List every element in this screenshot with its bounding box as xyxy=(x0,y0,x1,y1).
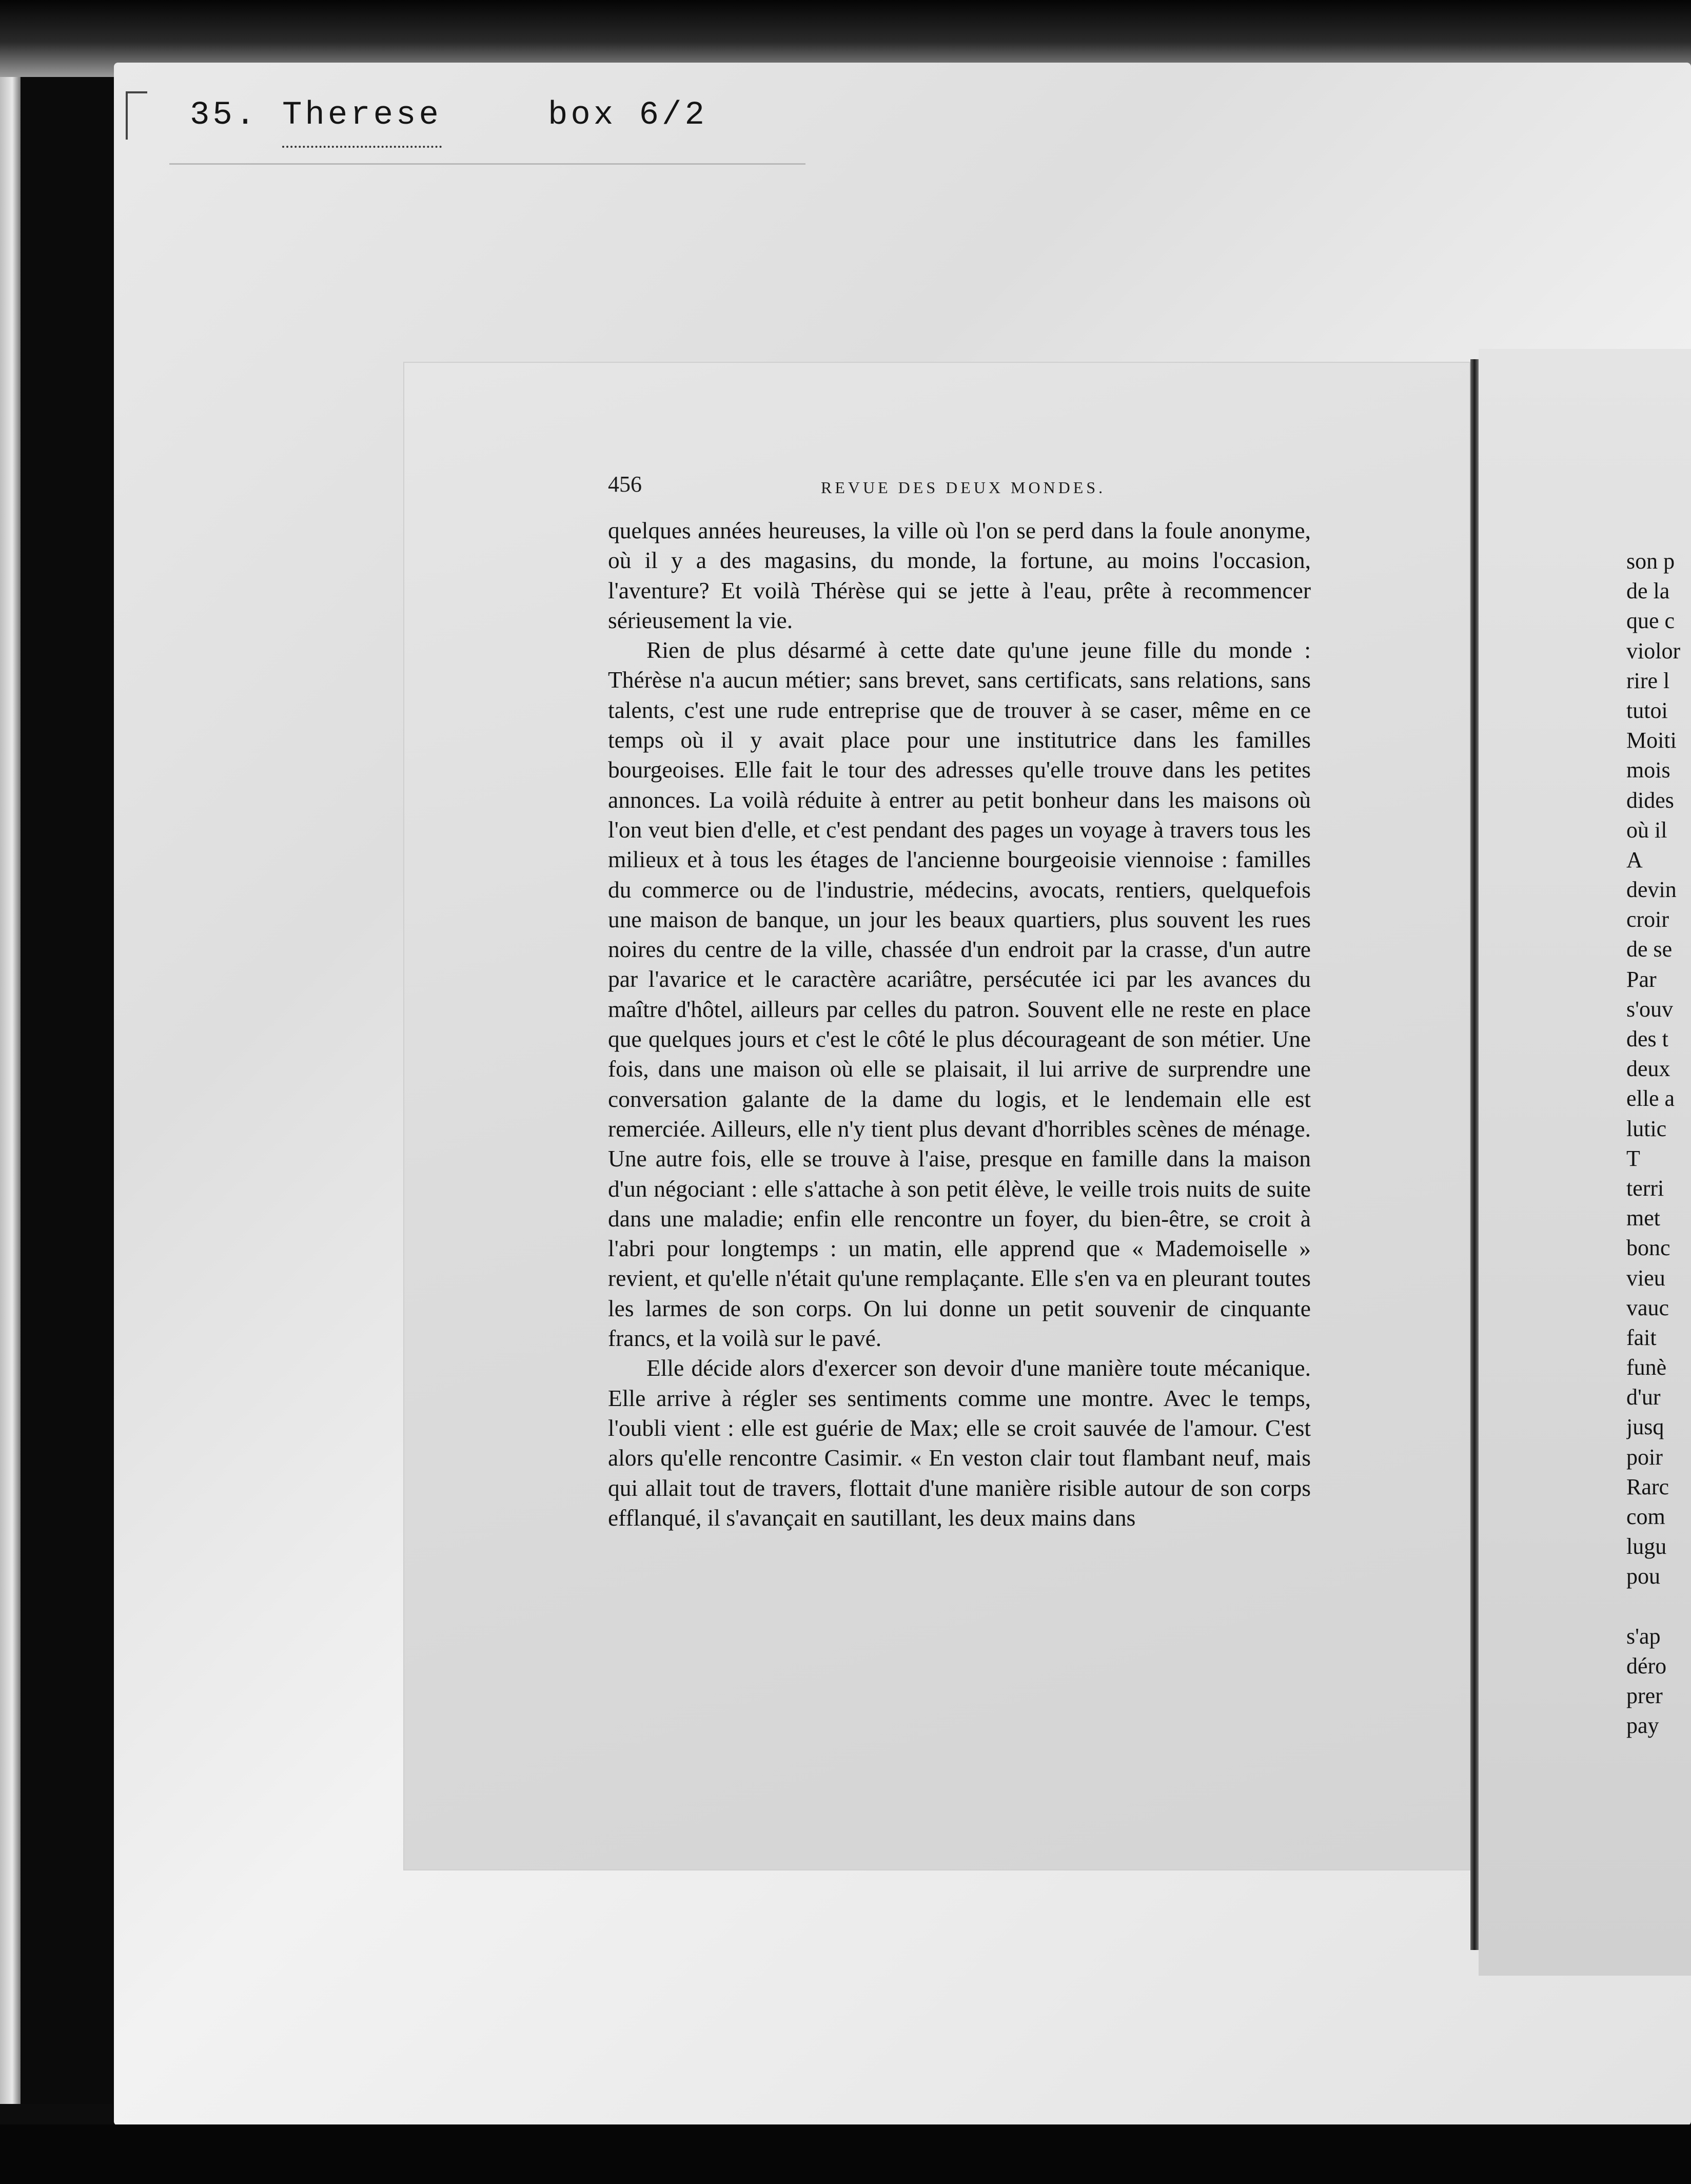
right-page-line: dides xyxy=(1626,787,1674,813)
right-page-line xyxy=(1626,1592,1691,1622)
right-page-line: fait xyxy=(1626,1324,1657,1350)
right-page-line: croir xyxy=(1626,907,1669,932)
right-page-line: déro xyxy=(1626,1653,1667,1679)
card-corner-mark xyxy=(126,91,147,140)
right-page-line: com xyxy=(1626,1504,1665,1529)
paragraph: quelques années heureuses, la ville où l'on se perd dans la foule anonyme, où il y a des magasins, du monde, la fortune, au moins l'occasion, l'aventure? Et voilà Thérèse qui se jette à l'eau, prête à recommencer sérieusement la vie. xyxy=(608,517,1311,633)
right-page-line: prer xyxy=(1626,1683,1663,1709)
card-title: Therese xyxy=(282,87,442,148)
right-page-line: lugu xyxy=(1626,1534,1667,1559)
right-page-line: son p xyxy=(1626,549,1675,574)
right-page-line: que c xyxy=(1626,608,1675,634)
right-page-line: met xyxy=(1626,1205,1660,1231)
right-page-text-fragments xyxy=(1626,547,1691,1741)
right-page-line: terri xyxy=(1626,1175,1664,1201)
paragraph: Rien de plus désarmé à cette date qu'une jeune fille du monde : Thérèse n'a aucun métier; sans brevet, sans certificats, sans relations, sans talents, c'est une rude entreprise que de trouver à se caser, même en ce temps où il y avait place pour une institutrice dans les familles bourgeoises. Elle fait le tour des adresses qu'elle trouve dans les petites annonces. La voilà réduite à entrer au petit bonheur dans les maisons où l'on veut bien d'elle, et c'est pendant des pages un voyage à travers tous les milieux et à tous les étages de l'ancienne bourgeoisie viennoise : familles du commerce ou de l'industrie, médecins, avocats, rentiers, quelquefois une maison de banque, un jour les beaux quartiers, plus souvent les rues noires du centre de la ville, chassée d'un endroit par la crasse, d'un autre par l'avarice et le caractère acariâtre, persécutée ici par les avances du maître d'hôtel, ailleurs par celles du patron. Souvent elle ne reste en place que quelques jours et c'est le côté le plus décourageant de son métier. Une fois, dans une maison où elle se plaisait, il lui arrive de surprendre une conversation galante de la dame du logis, et le lendemain elle est remerciée. Ailleurs, elle n'y tient plus devant d'horribles scènes de ménage. Une autre fois, elle se trouve à l'aise, presque en famille dans la maison d'un négociant : elle s'attache à son petit élève, le veille trois nuits de suite dans une maladie; enfin elle rencontre un foyer, du bien-être, se croit à l'abri pour longtemps : un matin, elle apprend que « Mademoiselle » revient, et qu'elle n'était qu'une remplaçante. Elle s'en va en pleurant toutes les larmes de son corps. On lui donne un petit souvenir de cinquante francs, et la voilà sur le pavé. xyxy=(608,637,1311,1352)
right-page-line: s'ap xyxy=(1626,1623,1661,1649)
right-page-line: s'ouv xyxy=(1626,996,1674,1022)
paragraph: Elle décide alors d'exercer son devoir d'une manière toute mécanique. Elle arrive à régler ses sentiments comme une montre. Avec le temps, l'oubli vient : elle est guérie de Max; elle se croit sauvée de l'amour. C'est alors qu'elle rencontre Casimir. « En veston clair tout flambant neuf, mais qui allait tout de travers, flottait d'une manière risible autour de son corps efflanqué, il s'avançait en sautillant, les deux mains dans xyxy=(608,1355,1311,1531)
right-page-line: vauc xyxy=(1626,1295,1669,1320)
right-page-line: pou xyxy=(1626,1564,1660,1589)
right-page-line: où il xyxy=(1626,817,1667,843)
right-page-line: de se xyxy=(1626,937,1673,962)
adjacent-card-edge xyxy=(0,77,21,2104)
right-page-line: bonc xyxy=(1626,1235,1670,1261)
right-page-line: tutoi xyxy=(1626,697,1668,723)
right-page-line: violor xyxy=(1626,638,1681,664)
right-page-line: elle a xyxy=(1626,1086,1675,1112)
book-gutter xyxy=(1470,359,1479,1950)
page-number: 456 xyxy=(608,472,642,497)
card-number: 35. xyxy=(190,97,259,134)
right-page-line: deux xyxy=(1626,1056,1670,1082)
right-page-line: jusq xyxy=(1626,1414,1664,1440)
card-box-label: box 6/2 xyxy=(548,97,707,134)
right-page-line: de la xyxy=(1626,578,1670,604)
right-page-line: pay xyxy=(1626,1713,1659,1739)
header-divider xyxy=(169,163,805,165)
right-page-line: Moiti xyxy=(1626,728,1677,753)
journal-title: REVUE DES DEUX MONDES. xyxy=(821,478,1106,497)
article-body xyxy=(608,516,1311,1533)
right-page-line: devin xyxy=(1626,877,1677,903)
right-page-line: T xyxy=(1626,1145,1640,1171)
right-page-line: Rarc xyxy=(1626,1474,1669,1499)
right-page-line: mois xyxy=(1626,757,1670,783)
right-page-line: lutic xyxy=(1626,1116,1667,1141)
right-page-line: poir xyxy=(1626,1444,1663,1470)
scan-dark-gap xyxy=(21,77,113,2104)
scan-bottom-edge xyxy=(0,2124,1691,2184)
right-page-line: Par xyxy=(1626,966,1657,992)
right-page-line: d'ur xyxy=(1626,1384,1661,1410)
right-page-line: A xyxy=(1626,847,1643,872)
right-page-line: vieu xyxy=(1626,1265,1665,1291)
running-head xyxy=(608,471,1311,502)
right-page-line: des t xyxy=(1626,1026,1668,1051)
right-page-line: funè xyxy=(1626,1355,1667,1380)
right-page-line: rire l xyxy=(1626,668,1670,693)
